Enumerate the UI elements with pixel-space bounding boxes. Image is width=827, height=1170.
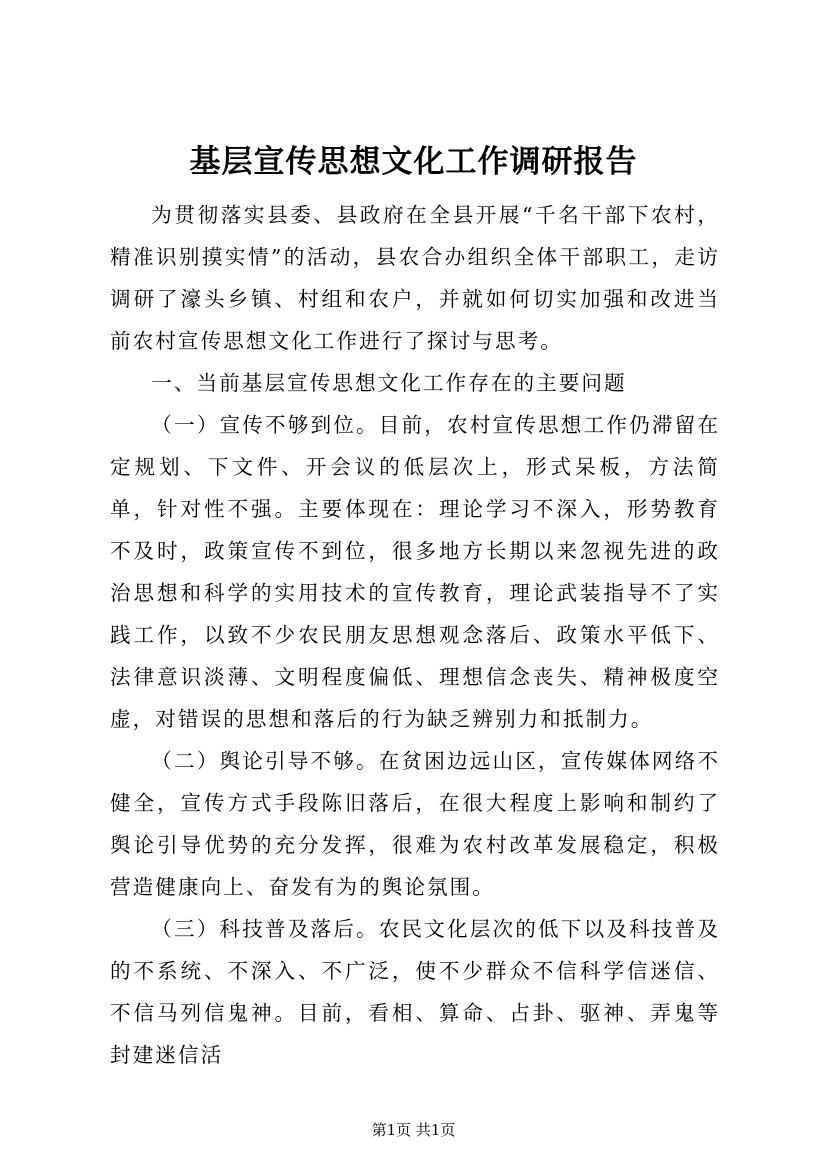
section-heading-1: 一、当前基层宣传思想文化工作存在的主要问题 bbox=[151, 371, 627, 395]
document-body bbox=[110, 194, 720, 1076]
paragraph-science-popularization: （三）科技普及落后。农民文化层次的低下以及科技普及的不系统、不深入、不广泛，使不少群众不信科学信迷信、不信马列信鬼神。目前，看相、算命、占卦、驱神、弄鬼等封建迷信活 bbox=[110, 917, 720, 1067]
page-title: 基层宣传思想文化工作调研报告 bbox=[189, 144, 638, 180]
paragraph-intro: 为贯彻落实县委、县政府在全县开展“千名干部下农村，精准识别摸实情”的活动，县农合办组织全体干部职工，走访调研了濠头乡镇、村组和农户，并就如何切实加强和改进当前农村宣传思想文化工作进行了探讨与思考。 bbox=[110, 203, 720, 353]
paragraph-opinion-guidance: （二）舆论引导不够。在贫困边远山区，宣传媒体网络不健全，宣传方式手段陈旧落后，在很大程度上影响和制约了舆论引导优势的充分发挥，很难为农村改革发展稳定，积极营造健康向上、奋发有为的舆论氛围。 bbox=[110, 749, 720, 899]
paragraph-publicity: （一）宣传不够到位。目前，农村宣传思想工作仍滞留在定规划、下文件、开会议的低层次上，形式呆板，方法简单，针对性不强。主要体现在：理论学习不深入，形势教育不及时，政策宣传不到位，很多地方长期以来忽视先进的政治思想和科学的实用技术的宣传教育，理论武装指导不了实践工作，以致不少农民朋友思想观念落后、政策水平低下、法律意识淡薄、文明程度偏低、理想信念丧失、精神极度空虚，对错误的思想和落后的行为缺乏辨别力和抵制力。 bbox=[110, 413, 720, 731]
page-footer: 第1页 共1页 bbox=[371, 1121, 456, 1139]
